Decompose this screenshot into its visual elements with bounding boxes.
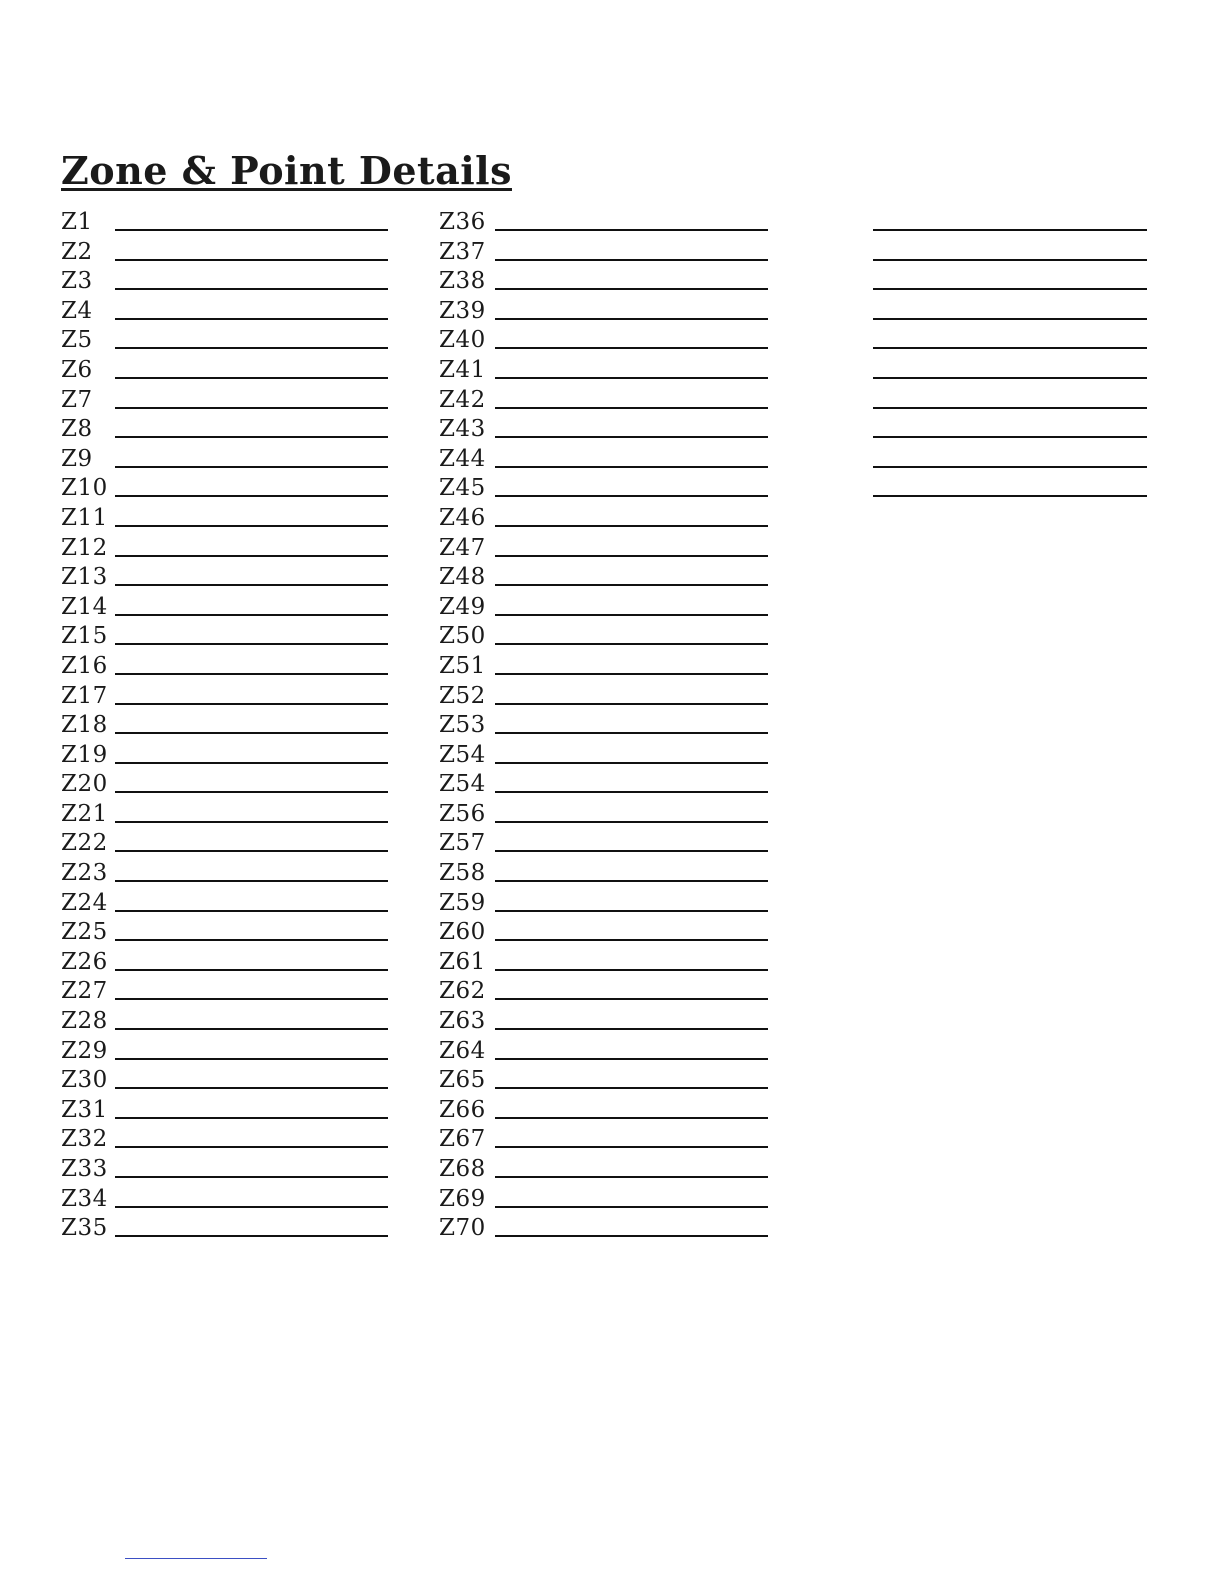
zone-label: Z21 [61,800,108,827]
zone-entry-line[interactable] [495,555,768,557]
zone-row [61,532,401,562]
zone-entry-line[interactable] [115,407,388,409]
zone-row [439,1094,779,1124]
zone-row [439,1212,779,1242]
zone-label: Z60 [439,919,486,946]
zone-label: Z43 [439,416,486,443]
zone-entry-line[interactable] [495,703,768,705]
zone-row [439,265,779,295]
zone-label: Z57 [439,830,486,857]
zone-entry-line[interactable] [115,1206,388,1208]
zone-row [61,680,401,710]
zone-entry-line[interactable] [115,347,388,349]
zone-row [61,946,401,976]
zone-label: Z12 [61,534,108,561]
zone-label: Z64 [439,1037,486,1064]
blank-row [872,472,1152,502]
zone-entry-line[interactable] [115,614,388,616]
zone-row [61,650,401,680]
blank-entry-line[interactable] [873,318,1147,320]
zone-entry-line[interactable] [495,673,768,675]
zone-label: Z28 [61,1008,108,1035]
zone-entry-line[interactable] [115,495,388,497]
zone-entry-line[interactable] [115,466,388,468]
zone-entry-line[interactable] [115,1176,388,1178]
zone-label: Z34 [61,1185,108,1212]
zone-row [61,1123,401,1153]
zone-entry-line[interactable] [495,525,768,527]
zone-row [439,236,779,266]
blank-row [872,354,1152,384]
blank-row [872,206,1152,236]
zone-entry-line[interactable] [495,732,768,734]
zone-label: Z11 [61,504,108,531]
blank-entry-line[interactable] [873,436,1147,438]
zone-entry-line[interactable] [115,377,388,379]
zone-row [61,591,401,621]
zone-label: Z41 [439,356,486,383]
zone-label: Z62 [439,978,486,1005]
zone-row [61,1153,401,1183]
zone-label: Z44 [439,445,486,472]
zone-row [439,206,779,236]
zone-row [439,739,779,769]
zone-row [61,1183,401,1213]
zone-label: Z38 [439,268,486,295]
zone-row [61,975,401,1005]
zone-label: Z46 [439,504,486,531]
zone-label: Z42 [439,386,486,413]
zone-label: Z48 [439,564,486,591]
zone-entry-line[interactable] [495,821,768,823]
blank-entry-line[interactable] [873,466,1147,468]
zone-column-2 [439,206,779,1242]
zone-entry-line[interactable] [115,939,388,941]
zone-label: Z3 [61,268,93,295]
zone-entry-line[interactable] [495,1028,768,1030]
zone-row [439,354,779,384]
zone-row [439,680,779,710]
zone-entry-line[interactable] [115,791,388,793]
zone-label: Z8 [61,416,93,443]
zone-entry-line[interactable] [115,1117,388,1119]
zone-row [439,591,779,621]
zone-entry-line[interactable] [495,998,768,1000]
zone-entry-line[interactable] [115,732,388,734]
zone-row [61,206,401,236]
zone-entry-line[interactable] [495,1117,768,1119]
zone-row [439,975,779,1005]
zone-entry-line[interactable] [495,791,768,793]
zone-label: Z32 [61,1126,108,1153]
zone-label: Z37 [439,238,486,265]
zone-label: Z18 [61,712,108,739]
zone-row [61,1064,401,1094]
blank-row [872,413,1152,443]
zone-row [439,857,779,887]
zone-label: Z67 [439,1126,486,1153]
zone-row [439,946,779,976]
zone-column-1 [61,206,401,1242]
zone-row [61,236,401,266]
zone-label: Z24 [61,889,108,916]
zone-row [61,413,401,443]
zone-label: Z25 [61,919,108,946]
zone-entry-line[interactable] [115,525,388,527]
zone-entry-line[interactable] [495,407,768,409]
zone-row [439,916,779,946]
zone-label: Z22 [61,830,108,857]
zone-entry-line[interactable] [495,880,768,882]
blank-entry-line[interactable] [873,259,1147,261]
zone-row [61,1035,401,1065]
zone-entry-line[interactable] [115,910,388,912]
zone-row [61,354,401,384]
zone-entry-line[interactable] [115,318,388,320]
zone-label: Z49 [439,593,486,620]
zone-entry-line[interactable] [495,584,768,586]
zone-label: Z50 [439,623,486,650]
blank-entry-line[interactable] [873,347,1147,349]
zone-entry-line[interactable] [115,288,388,290]
zone-row [61,768,401,798]
zone-row [439,1153,779,1183]
zone-label: Z40 [439,327,486,354]
zone-entry-line[interactable] [115,703,388,705]
zone-row [439,768,779,798]
zone-entry-line[interactable] [495,318,768,320]
blank-entry-line[interactable] [873,229,1147,231]
zone-label: Z6 [61,356,93,383]
zone-label: Z61 [439,948,486,975]
zone-entry-line[interactable] [495,229,768,231]
zone-row [439,650,779,680]
blank-row [872,443,1152,473]
blank-row [872,236,1152,266]
zone-row [439,532,779,562]
zone-entry-line[interactable] [115,762,388,764]
zone-entry-line[interactable] [115,1087,388,1089]
zone-entry-line[interactable] [495,436,768,438]
zone-label: Z15 [61,623,108,650]
zone-label: Z70 [439,1215,486,1242]
zone-entry-line[interactable] [115,1028,388,1030]
zone-row [61,1212,401,1242]
zone-row [439,295,779,325]
zone-row [61,620,401,650]
zone-entry-line[interactable] [115,1146,388,1148]
zone-row [439,502,779,532]
zone-row [439,827,779,857]
zone-row [439,1035,779,1065]
zone-label: Z19 [61,741,108,768]
zone-entry-line[interactable] [495,1176,768,1178]
zone-entry-line[interactable] [115,1235,388,1237]
zone-row [439,384,779,414]
zone-row [439,798,779,828]
zone-entry-line[interactable] [115,229,388,231]
zone-label: Z17 [61,682,108,709]
zone-row [61,1094,401,1124]
zone-label: Z58 [439,860,486,887]
blank-line-column [872,206,1152,502]
zone-entry-line[interactable] [495,910,768,912]
zone-label: Z20 [61,771,108,798]
zone-label: Z7 [61,386,93,413]
blank-entry-line[interactable] [873,377,1147,379]
zone-row [61,561,401,591]
zone-row [61,472,401,502]
zone-row [61,739,401,769]
blank-row [872,324,1152,354]
zone-entry-line[interactable] [495,1058,768,1060]
zone-label: Z13 [61,564,108,591]
zone-label: Z31 [61,1096,108,1123]
zone-row [61,857,401,887]
zone-row [61,295,401,325]
zone-entry-line[interactable] [495,969,768,971]
zone-row [439,472,779,502]
zone-row [439,1123,779,1153]
zone-entry-line[interactable] [495,614,768,616]
zone-entry-line[interactable] [495,466,768,468]
page-title: Zone & Point Details [61,148,512,193]
zone-entry-line[interactable] [115,673,388,675]
zone-entry-line[interactable] [495,1146,768,1148]
zone-label: Z26 [61,948,108,975]
zone-entry-line[interactable] [115,969,388,971]
zone-row [439,620,779,650]
zone-label: Z52 [439,682,486,709]
zone-label: Z33 [61,1156,108,1182]
zone-row [439,887,779,917]
zone-label: Z14 [61,593,108,620]
zone-row [439,709,779,739]
zone-label: Z47 [439,534,486,561]
zone-row [61,887,401,917]
zone-row [439,443,779,473]
zone-entry-line[interactable] [115,850,388,852]
zone-label: Z4 [61,297,93,324]
zone-row [61,384,401,414]
zone-label: Z36 [439,209,486,235]
zone-entry-line[interactable] [495,850,768,852]
zone-label: Z23 [61,860,108,887]
zone-entry-line[interactable] [495,347,768,349]
blank-row [872,384,1152,414]
zone-entry-line[interactable] [495,1087,768,1089]
zone-entry-line[interactable] [115,643,388,645]
zone-row [61,265,401,295]
zone-entry-line[interactable] [495,1235,768,1237]
footer-link-underline [125,1558,267,1559]
zone-label: Z1 [61,209,93,235]
zone-row [61,1005,401,1035]
zone-label: Z51 [439,652,486,679]
zone-label: Z59 [439,889,486,916]
zone-row [439,1064,779,1094]
zone-label: Z66 [439,1096,486,1123]
blank-entry-line[interactable] [873,288,1147,290]
zone-label: Z56 [439,800,486,827]
zone-entry-line[interactable] [495,259,768,261]
zone-row [61,798,401,828]
blank-entry-line[interactable] [873,495,1147,497]
zone-entry-line[interactable] [495,495,768,497]
zone-row [439,324,779,354]
zone-label: Z63 [439,1008,486,1035]
zone-entry-line[interactable] [115,436,388,438]
zone-row [61,916,401,946]
blank-row [872,295,1152,325]
zone-row [439,1183,779,1213]
zone-label: Z5 [61,327,93,354]
zone-label: Z9 [61,445,93,472]
zone-entry-line[interactable] [115,821,388,823]
zone-entry-line[interactable] [115,880,388,882]
zone-label: Z68 [439,1156,486,1182]
zone-entry-line[interactable] [115,584,388,586]
zone-entry-line[interactable] [115,259,388,261]
zone-entry-line[interactable] [495,643,768,645]
zone-label: Z29 [61,1037,108,1064]
zone-entry-line[interactable] [495,377,768,379]
zone-row [61,827,401,857]
zone-entry-line[interactable] [115,555,388,557]
zone-label: Z27 [61,978,108,1005]
zone-entry-line[interactable] [115,998,388,1000]
zone-label: Z10 [61,475,108,502]
zone-entry-line[interactable] [115,1058,388,1060]
zone-entry-line[interactable] [495,288,768,290]
zone-label: Z39 [439,297,486,324]
zone-entry-line[interactable] [495,762,768,764]
zone-row [439,413,779,443]
zone-row [439,1005,779,1035]
blank-entry-line[interactable] [873,407,1147,409]
zone-label: Z53 [439,712,486,739]
zone-label: Z16 [61,652,108,679]
zone-row [61,324,401,354]
zone-row [61,709,401,739]
blank-row [872,265,1152,295]
zone-label: Z65 [439,1067,486,1094]
zone-label: Z54 [439,771,486,798]
zone-row [439,561,779,591]
zone-row [61,443,401,473]
zone-label: Z30 [61,1067,108,1094]
zone-entry-line[interactable] [495,939,768,941]
zone-label: Z2 [61,238,93,265]
zone-label: Z35 [61,1215,108,1242]
zone-row [61,502,401,532]
zone-label: Z69 [439,1185,486,1212]
zone-entry-line[interactable] [495,1206,768,1208]
zone-label: Z54 [439,741,486,768]
zone-label: Z45 [439,475,486,502]
